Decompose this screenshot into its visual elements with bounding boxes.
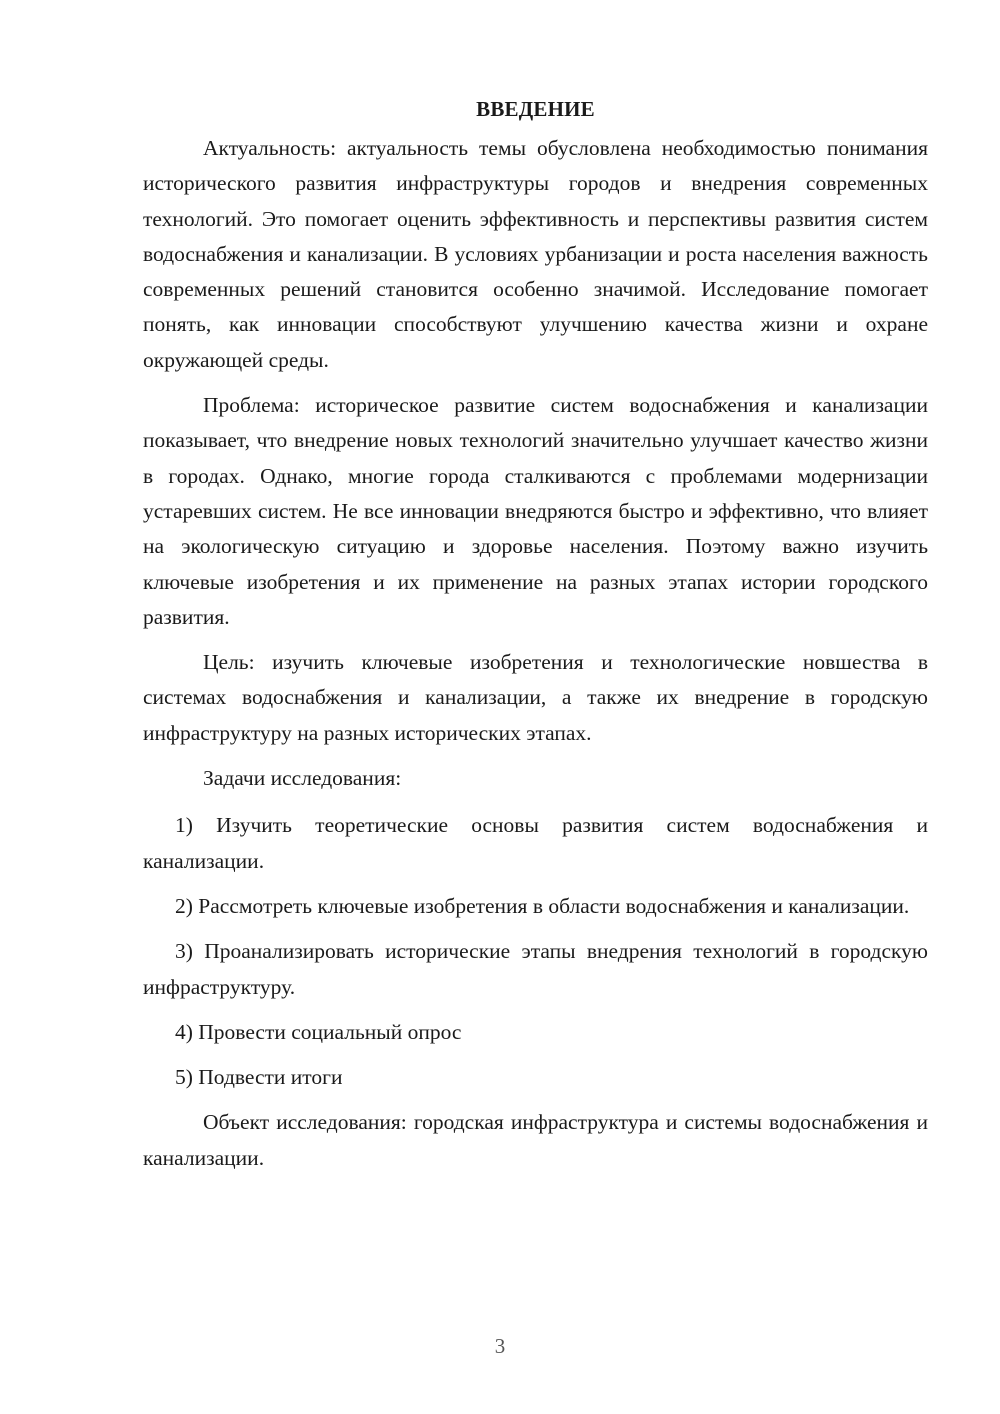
paragraph-object: Объект исследования: городская инфраструктура и системы водоснабжения и канализации.: [143, 1110, 928, 1170]
paragraph-goal: Цель: изучить ключевые изобретения и технологические новшества в системах водоснабжения и канализации, а также их внедрение в городскую инфраструктуру на разных исторических этапах.: [143, 650, 928, 745]
task-item: 5) Подвести итоги: [175, 1065, 343, 1090]
task-item: 1) Изучить теоретические основы развития систем водоснабжения и канализации.: [143, 813, 928, 873]
tasks-list: [143, 808, 928, 1095]
task-item: 3) Проанализировать исторические этапы внедрения технологий в городскую инфраструктуру.: [143, 939, 928, 999]
task-item: 4) Провести социальный опрос: [175, 1019, 462, 1044]
tasks-heading: Задачи исследования:: [203, 766, 402, 791]
task-item: 2) Рассмотреть ключевые изобретения в области водоснабжения и канализации.: [175, 893, 910, 918]
paragraph-problem: Проблема: историческое развитие систем водоснабжения и канализации показывает, что внедрение новых технологий значительно улучшает качество жизни в городах. Однако, многие города сталкиваются с проблемами модернизации устаревших систем. Не все инновации внедряются быстро и эффективно, что влияет на экологическую ситуацию и здоровье населения. Поэтому важно изучить ключевые изобретения и их применение на разных этапах истории городского развития.: [143, 393, 928, 629]
page-number: 3: [494, 1334, 506, 1358]
document-page: [143, 92, 928, 1186]
document-title: ВВЕДЕНИЕ: [476, 97, 595, 121]
paragraph-relevance: Актуальность: актуальность темы обусловлена необходимостью понимания исторического развития инфраструктуры городов и внедрения современных технологий. Это помогает оценить эффективность и перспективы развития систем водоснабжения и канализации. В условиях урбанизации и роста населения важность современных решений становится особенно значимой. Исследование помогает понять, как инновации способствуют улучшению качества жизни и охране окружающей среды.: [143, 136, 928, 372]
